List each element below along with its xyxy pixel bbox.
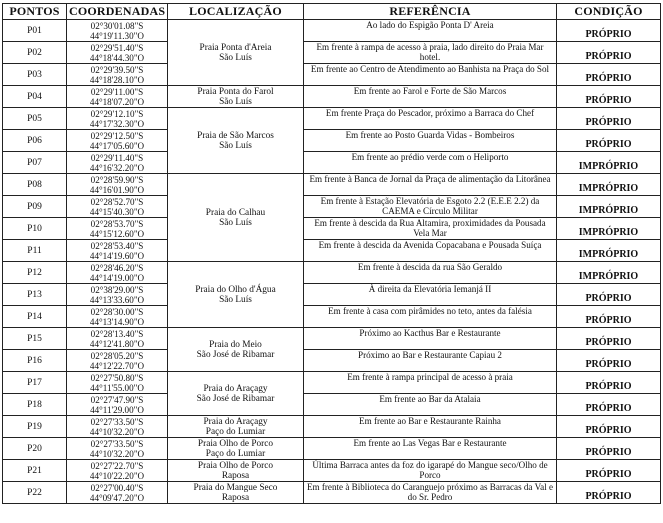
condition-cell: PRÓPRIO (557, 42, 661, 64)
longitude: 44°16'01.90"O (89, 184, 145, 195)
condition-cell: PRÓPRIO (557, 416, 661, 438)
longitude: 44°10'32.20"O (89, 426, 145, 437)
point-id: P15 (3, 328, 67, 350)
condition-cell: IMPRÓPRIO (557, 218, 661, 240)
location-cell (168, 108, 304, 174)
city-name: São José de Ribamar (196, 349, 275, 360)
longitude: 44°11'29.00"O (90, 404, 144, 415)
table-row (3, 416, 661, 438)
condition-cell: PRÓPRIO (557, 438, 661, 460)
condition-cell: IMPRÓPRIO (557, 152, 661, 174)
longitude: 44°17'32.30"O (89, 118, 145, 129)
latitude: 02°27'47.90"S (90, 394, 144, 405)
location-cell (168, 174, 304, 262)
table-row (3, 108, 661, 130)
longitude: 44°10'32.20"O (89, 448, 145, 459)
point-id: P17 (3, 372, 67, 394)
table-row (3, 174, 661, 196)
latitude: 02°28'13.40"S (90, 328, 144, 339)
coordinates-cell (67, 482, 168, 504)
point-id: P06 (3, 130, 67, 152)
condition-cell: PRÓPRIO (557, 64, 661, 86)
table-row (3, 196, 661, 218)
condition-cell: IMPRÓPRIO (557, 196, 661, 218)
reference-cell: Em frente ao Bar e Restaurante Rainha (304, 416, 557, 438)
longitude: 44°17'05.60"O (89, 140, 145, 151)
header-row (3, 4, 661, 20)
reference-cell: Em frente à Banca de Jornal da Praça de alimentação da Litorânea (304, 174, 557, 196)
latitude: 02°28'05.20"S (90, 350, 144, 361)
coordinates-cell (67, 438, 168, 460)
point-id: P05 (3, 108, 67, 130)
coordinates-cell (67, 218, 168, 240)
longitude: 44°12'22.70"O (89, 360, 145, 371)
latitude: 02°27'33.50"S (90, 416, 144, 427)
point-id: P07 (3, 152, 67, 174)
reference-cell: À direita da Elevatória Iemanjá II (304, 284, 557, 306)
longitude: 44°16'32.20"O (89, 162, 145, 173)
location-cell (168, 460, 304, 482)
location-cell (168, 416, 304, 438)
beach-name: Praia do Calhau (205, 207, 266, 218)
point-id: P04 (3, 86, 67, 108)
coordinates-cell (67, 416, 168, 438)
coordinates-cell (67, 240, 168, 262)
city-name: São Luís (219, 217, 252, 228)
longitude: 44°13'33.60"O (89, 294, 145, 305)
table-row (3, 218, 661, 240)
latitude: 02°28'30.00"S (90, 306, 144, 317)
condition-cell: PRÓPRIO (557, 108, 661, 130)
latitude: 02°30'01.08"S (90, 20, 144, 31)
condition-cell: PRÓPRIO (557, 20, 661, 42)
table-row (3, 130, 661, 152)
reference-cell: Em frente Praça do Pescador, próximo a Barraca do Chef (304, 108, 557, 130)
header-coordenadas: COORDENADAS (67, 4, 168, 20)
condition-cell: PRÓPRIO (557, 130, 661, 152)
table-row (3, 86, 661, 108)
point-id: P14 (3, 306, 67, 328)
point-id: P11 (3, 240, 67, 262)
city-name: São Luís (219, 96, 252, 107)
coordinates-cell (67, 64, 168, 86)
condition-cell: PRÓPRIO (557, 372, 661, 394)
latitude: 02°27'33.50"S (90, 438, 144, 449)
coordinates-cell (67, 20, 168, 42)
reference-cell: Última Barraca antes da foz do igarapé do Mangue seco/Olho de Porco (304, 460, 557, 482)
location-cell (168, 328, 304, 372)
longitude: 44°12'41.80"O (89, 338, 145, 349)
beach-name: Praia do Mangue Seco (193, 482, 278, 493)
coordinates-cell (67, 86, 168, 108)
condition-cell: PRÓPRIO (557, 482, 661, 504)
point-id: P12 (3, 262, 67, 284)
beach-name: Praia do Araçagy (203, 383, 268, 394)
coordinates-cell (67, 328, 168, 350)
location-cell (168, 372, 304, 416)
reference-cell: Em frente ao Las Vegas Bar e Restaurante (304, 438, 557, 460)
table-row (3, 20, 661, 42)
condition-cell: PRÓPRIO (557, 306, 661, 328)
reference-cell: Em frente à rampa de acesso à praia, lado direito do Praia Mar hotel. (304, 42, 557, 64)
beach-name: Praia do Meio (209, 339, 262, 350)
city-name: Raposa (221, 470, 250, 481)
reference-cell: Em frente ao Farol e Forte de São Marcos (304, 86, 557, 108)
longitude: 44°14'19.60"O (89, 250, 145, 261)
reference-cell: Em frente à casa com pirâmides no teto, antes da falésia (304, 306, 557, 328)
latitude: 02°27'22.70"S (90, 460, 144, 471)
reference-cell: Em frente ao Posto Guarda Vidas - Bombeiros (304, 130, 557, 152)
table-row (3, 482, 661, 504)
condition-cell: PRÓPRIO (557, 328, 661, 350)
longitude: 44°15'40.30"O (89, 206, 145, 217)
point-id: P10 (3, 218, 67, 240)
table-row (3, 306, 661, 328)
point-id: P09 (3, 196, 67, 218)
reference-cell: Em frente à descida da Avenida Copacabana e Pousada Suíça (304, 240, 557, 262)
coordinates-cell (67, 394, 168, 416)
latitude: 02°28'53.40"S (90, 240, 144, 251)
longitude: 44°18'28.10"O (89, 74, 145, 85)
table-row (3, 460, 661, 482)
latitude: 02°28'59.90"S (90, 174, 144, 185)
header-referencia: REFERÊNCIA (304, 4, 557, 20)
condition-cell: PRÓPRIO (557, 284, 661, 306)
latitude: 02°29'12.10"S (90, 108, 144, 119)
coordinates-cell (67, 152, 168, 174)
coordinates-cell (67, 108, 168, 130)
table-row (3, 372, 661, 394)
coordinates-cell (67, 174, 168, 196)
point-id: P02 (3, 42, 67, 64)
beach-name: Praia de São Marcos (197, 130, 274, 141)
water-quality-table (2, 3, 661, 504)
latitude: 02°27'50.80"S (90, 372, 144, 383)
location-cell (168, 20, 304, 86)
point-id: P01 (3, 20, 67, 42)
longitude: 44°19'11.30"O (90, 30, 144, 41)
coordinates-cell (67, 284, 168, 306)
city-name: São Luís (219, 52, 252, 63)
table-row (3, 42, 661, 64)
latitude: 02°28'53.70"S (90, 218, 144, 229)
reference-cell: Em frente à rampa principal de acesso à praia (304, 372, 557, 394)
coordinates-cell (67, 460, 168, 482)
reference-cell: Em frente à descida da rua São Geraldo (304, 262, 557, 284)
city-name: São Luís (219, 294, 252, 305)
header-pontos: PONTOS (3, 4, 67, 20)
point-id: P20 (3, 438, 67, 460)
latitude: 02°38'29.00"S (90, 284, 144, 295)
point-id: P19 (3, 416, 67, 438)
longitude: 44°18'07.20"O (89, 96, 145, 107)
reference-cell: Em frente à Estação Elevatória de Esgoto 2.2 (E.E.E 2.2) da CAEMA e Círculo Militar (304, 196, 557, 218)
latitude: 02°28'46.20"S (90, 262, 144, 273)
beach-name: Praia do Araçagy (203, 416, 268, 427)
point-id: P22 (3, 482, 67, 504)
beach-name: Praia Olho de Porco (197, 460, 274, 471)
city-name: São Luís (219, 140, 252, 151)
condition-cell: PRÓPRIO (557, 394, 661, 416)
table-row (3, 64, 661, 86)
city-name: Paço do Lumiar (205, 448, 266, 459)
condition-cell: PRÓPRIO (557, 460, 661, 482)
table-body (3, 20, 661, 504)
reference-cell: Próximo ao Bar e Restaurante Capiau 2 (304, 350, 557, 372)
point-id: P16 (3, 350, 67, 372)
latitude: 02°28'52.70"S (90, 196, 144, 207)
reference-cell: Em frente à descida da Rua Altamira, proximidades da Pousada Vela Mar (304, 218, 557, 240)
point-id: P18 (3, 394, 67, 416)
beach-name: Praia Ponta d'Areia (199, 42, 272, 53)
condition-cell: IMPRÓPRIO (557, 174, 661, 196)
beach-name: Praia do Olho d'Água (195, 284, 276, 295)
header-localizacao: LOCALIZAÇÃO (168, 4, 304, 20)
latitude: 02°29'11.00"S (90, 86, 144, 97)
beach-name: Praia Olho de Porco (197, 438, 274, 449)
location-cell (168, 86, 304, 108)
longitude: 44°10'22.20"O (89, 470, 145, 481)
table-row (3, 328, 661, 350)
coordinates-cell (67, 350, 168, 372)
coordinates-cell (67, 262, 168, 284)
longitude: 44°13'14.90"O (89, 316, 145, 327)
longitude: 44°15'12.60"O (89, 228, 145, 239)
table-row (3, 240, 661, 262)
longitude: 44°09'47.20"O (89, 492, 145, 503)
city-name: Paço do Lumiar (205, 426, 266, 437)
reference-cell: Em frente ao Bar da Atalaia (304, 394, 557, 416)
table-row (3, 284, 661, 306)
beach-name: Praia Ponta do Farol (197, 86, 274, 97)
coordinates-cell (67, 196, 168, 218)
condition-cell: PRÓPRIO (557, 350, 661, 372)
longitude: 44°11'55.00"O (90, 382, 144, 393)
table-row (3, 152, 661, 174)
point-id: P03 (3, 64, 67, 86)
table-row (3, 262, 661, 284)
location-cell (168, 262, 304, 328)
condition-cell: IMPRÓPRIO (557, 240, 661, 262)
reference-cell: Em frente à Biblioteca do Caranguejo próximo as Barracas da Val e do Sr. Pedro (304, 482, 557, 504)
latitude: 02°29'12.50"S (90, 130, 144, 141)
latitude: 02°29'51.40"S (90, 42, 144, 53)
coordinates-cell (67, 306, 168, 328)
city-name: Raposa (221, 492, 250, 503)
latitude: 02°29'11.40"S (90, 152, 144, 163)
coordinates-cell (67, 42, 168, 64)
coordinates-cell (67, 130, 168, 152)
latitude: 02°29'39.50"S (90, 64, 144, 75)
point-id: P21 (3, 460, 67, 482)
location-cell (168, 482, 304, 504)
reference-cell: Em frente ao prédio verde com o Heliporto (304, 152, 557, 174)
reference-cell: Próximo ao Kacthus Bar e Restaurante (304, 328, 557, 350)
condition-cell: PRÓPRIO (557, 86, 661, 108)
condition-cell: IMPRÓPRIO (557, 262, 661, 284)
table-row (3, 350, 661, 372)
latitude: 02°27'00.40"S (90, 482, 144, 493)
longitude: 44°14'19.00"O (89, 272, 145, 283)
table-row (3, 394, 661, 416)
header-condicao: CONDIÇÃO (557, 4, 661, 20)
coordinates-cell (67, 372, 168, 394)
table-row (3, 438, 661, 460)
reference-cell: Em frente ao Centro de Atendimento ao Banhista na Praça do Sol (304, 64, 557, 86)
point-id: P08 (3, 174, 67, 196)
longitude: 44°18'44.30"O (89, 52, 145, 63)
point-id: P13 (3, 284, 67, 306)
city-name: São José de Ribamar (196, 393, 275, 404)
reference-cell: Ao lado do Espigão Ponta D' Areia (304, 20, 557, 42)
location-cell (168, 438, 304, 460)
